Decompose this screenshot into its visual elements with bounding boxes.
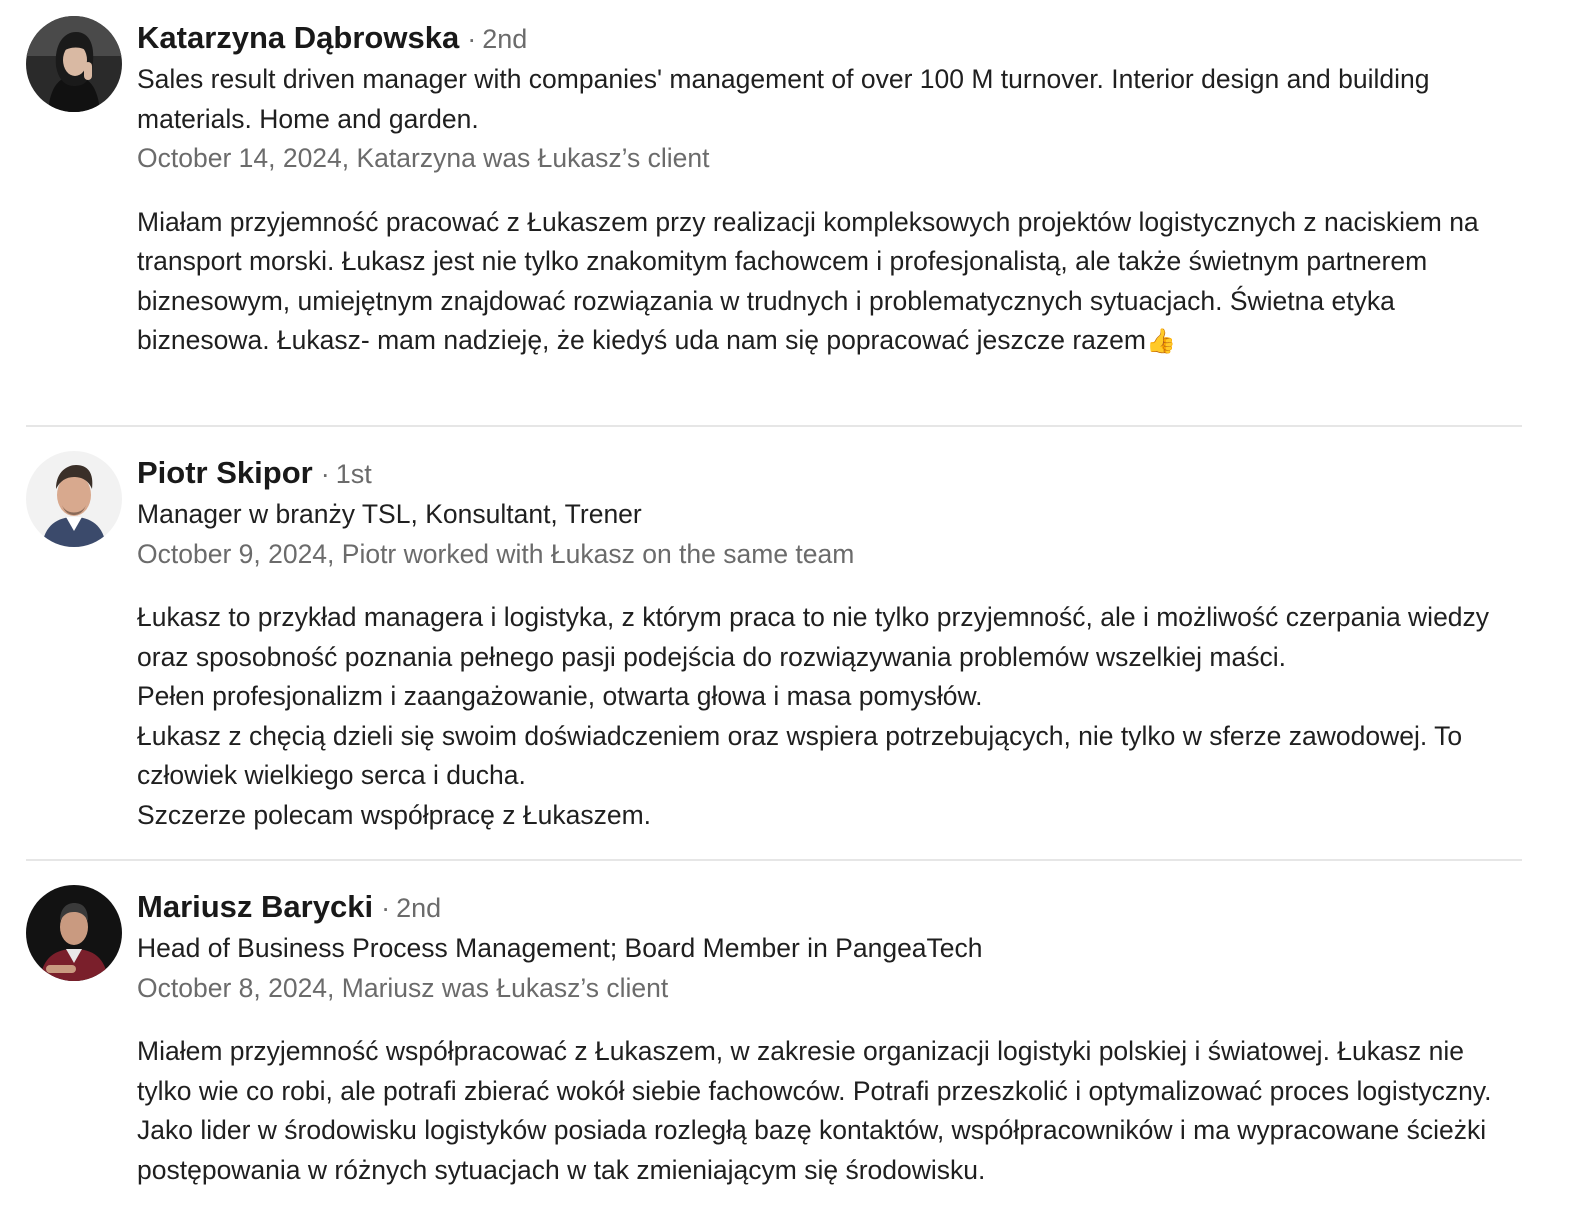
thumbs-up-icon: 👍 <box>1145 328 1176 355</box>
recommendation-paragraph: Łukasz to przykład managera i logistyka, z którym praca to nie tylko przyjemność, ale i możliwość czerpania wiedzy oraz sposobność poznania pełnego pasji podejścia do rozwiązywania problemów wszelkiej maści. <box>137 602 1490 672</box>
divider <box>26 859 1522 861</box>
separator-dot: · <box>381 893 391 923</box>
avatar[interactable] <box>26 16 122 112</box>
recommendation-meta: October 8, 2024, Mariusz was Łukasz’s client <box>137 972 669 1003</box>
separator-dot: · <box>320 459 330 489</box>
recommendation-content <box>137 16 1522 361</box>
name-line <box>137 16 1522 60</box>
connection-degree: 1st <box>335 459 372 489</box>
connection-degree: 2nd <box>396 893 442 923</box>
avatar[interactable] <box>26 885 122 981</box>
recommendation-content <box>137 885 1522 1190</box>
recommendation-text <box>137 1032 1522 1190</box>
recommendation-paragraph <box>137 203 1522 361</box>
recommendation-text <box>137 203 1522 361</box>
recommender-name[interactable]: Piotr Skipor <box>137 455 313 490</box>
profile-photo-man-icon <box>26 451 122 547</box>
profile-photo-woman-icon <box>26 16 122 112</box>
recommendation-meta: October 14, 2024, Katarzyna was Łukasz’s client <box>137 143 710 173</box>
name-line <box>137 885 1522 929</box>
connection-degree: 2nd <box>482 24 528 54</box>
recommendation-paragraph-text: Miałam przyjemność pracować z Łukaszem przy realizacji kompleksowych projektów logistycznych z naciskiem na transport morski. Łukasz jest nie tylko znakomitym fachowcem i profesjonalistą, ale także świetnym partnerem biznesowym, umiejętnym znajdować rozwiązania w trudnych i problematycznych sytuacjach. Świetna etyka biznesowa. Łukasz- mam nadzieję, że kiedyś uda nam się popracować jeszcze razem <box>137 206 1479 355</box>
recommendation-content <box>137 451 1522 835</box>
recommender-headline: Head of Business Process Management; Board Member in PangeaTech <box>137 933 983 963</box>
profile-photo-man-icon <box>26 885 122 981</box>
recommendation-paragraph: Miałem przyjemność współpracować z Łukaszem, w zakresie organizacji logistyki polskiej i światowej. Łukasz nie tylko wie co robi, ale potrafi zbierać wokół siebie fachowców. Potrafi przeszkolić i optymalizować proces logistyczny. Jako lider w środowisku logistyków posiada rozległą bazę kontaktów, współpracowników i ma wypracowane ścieżki postępowania w różnych sytuacjach w tak zmieniającym się środowisku. <box>137 1036 1492 1185</box>
separator-dot: · <box>467 24 477 54</box>
avatar[interactable] <box>26 451 122 547</box>
recommender-headline: Manager w branży TSL, Konsultant, Trener <box>137 499 642 529</box>
recommendation-meta: October 9, 2024, Piotr worked with Łukasz on the same team <box>137 538 855 569</box>
recommender-name[interactable]: Mariusz Barycki <box>137 889 374 924</box>
name-line <box>137 451 1522 495</box>
recommendation-paragraph: Łukasz z chęcią dzieli się swoim doświadczeniem oraz wspiera potrzebujących, nie tylko w sferze zawodowej. To człowiek wielkiego serca i ducha. <box>137 720 1463 790</box>
recommender-name[interactable]: Katarzyna Dąbrowska <box>137 20 460 55</box>
divider <box>26 425 1522 427</box>
recommender-headline: Sales result driven manager with companies' management of over 100 M turnover. Interior design and building materials. Home and garden. <box>137 64 1430 134</box>
recommendation-paragraph: Szczerze polecam współpracę z Łukaszem. <box>137 799 652 830</box>
recommendation-paragraph: Pełen profesjonalizm i zaangażowanie, otwarta głowa i masa pomysłów. <box>137 681 983 711</box>
recommendation-text <box>137 598 1522 835</box>
